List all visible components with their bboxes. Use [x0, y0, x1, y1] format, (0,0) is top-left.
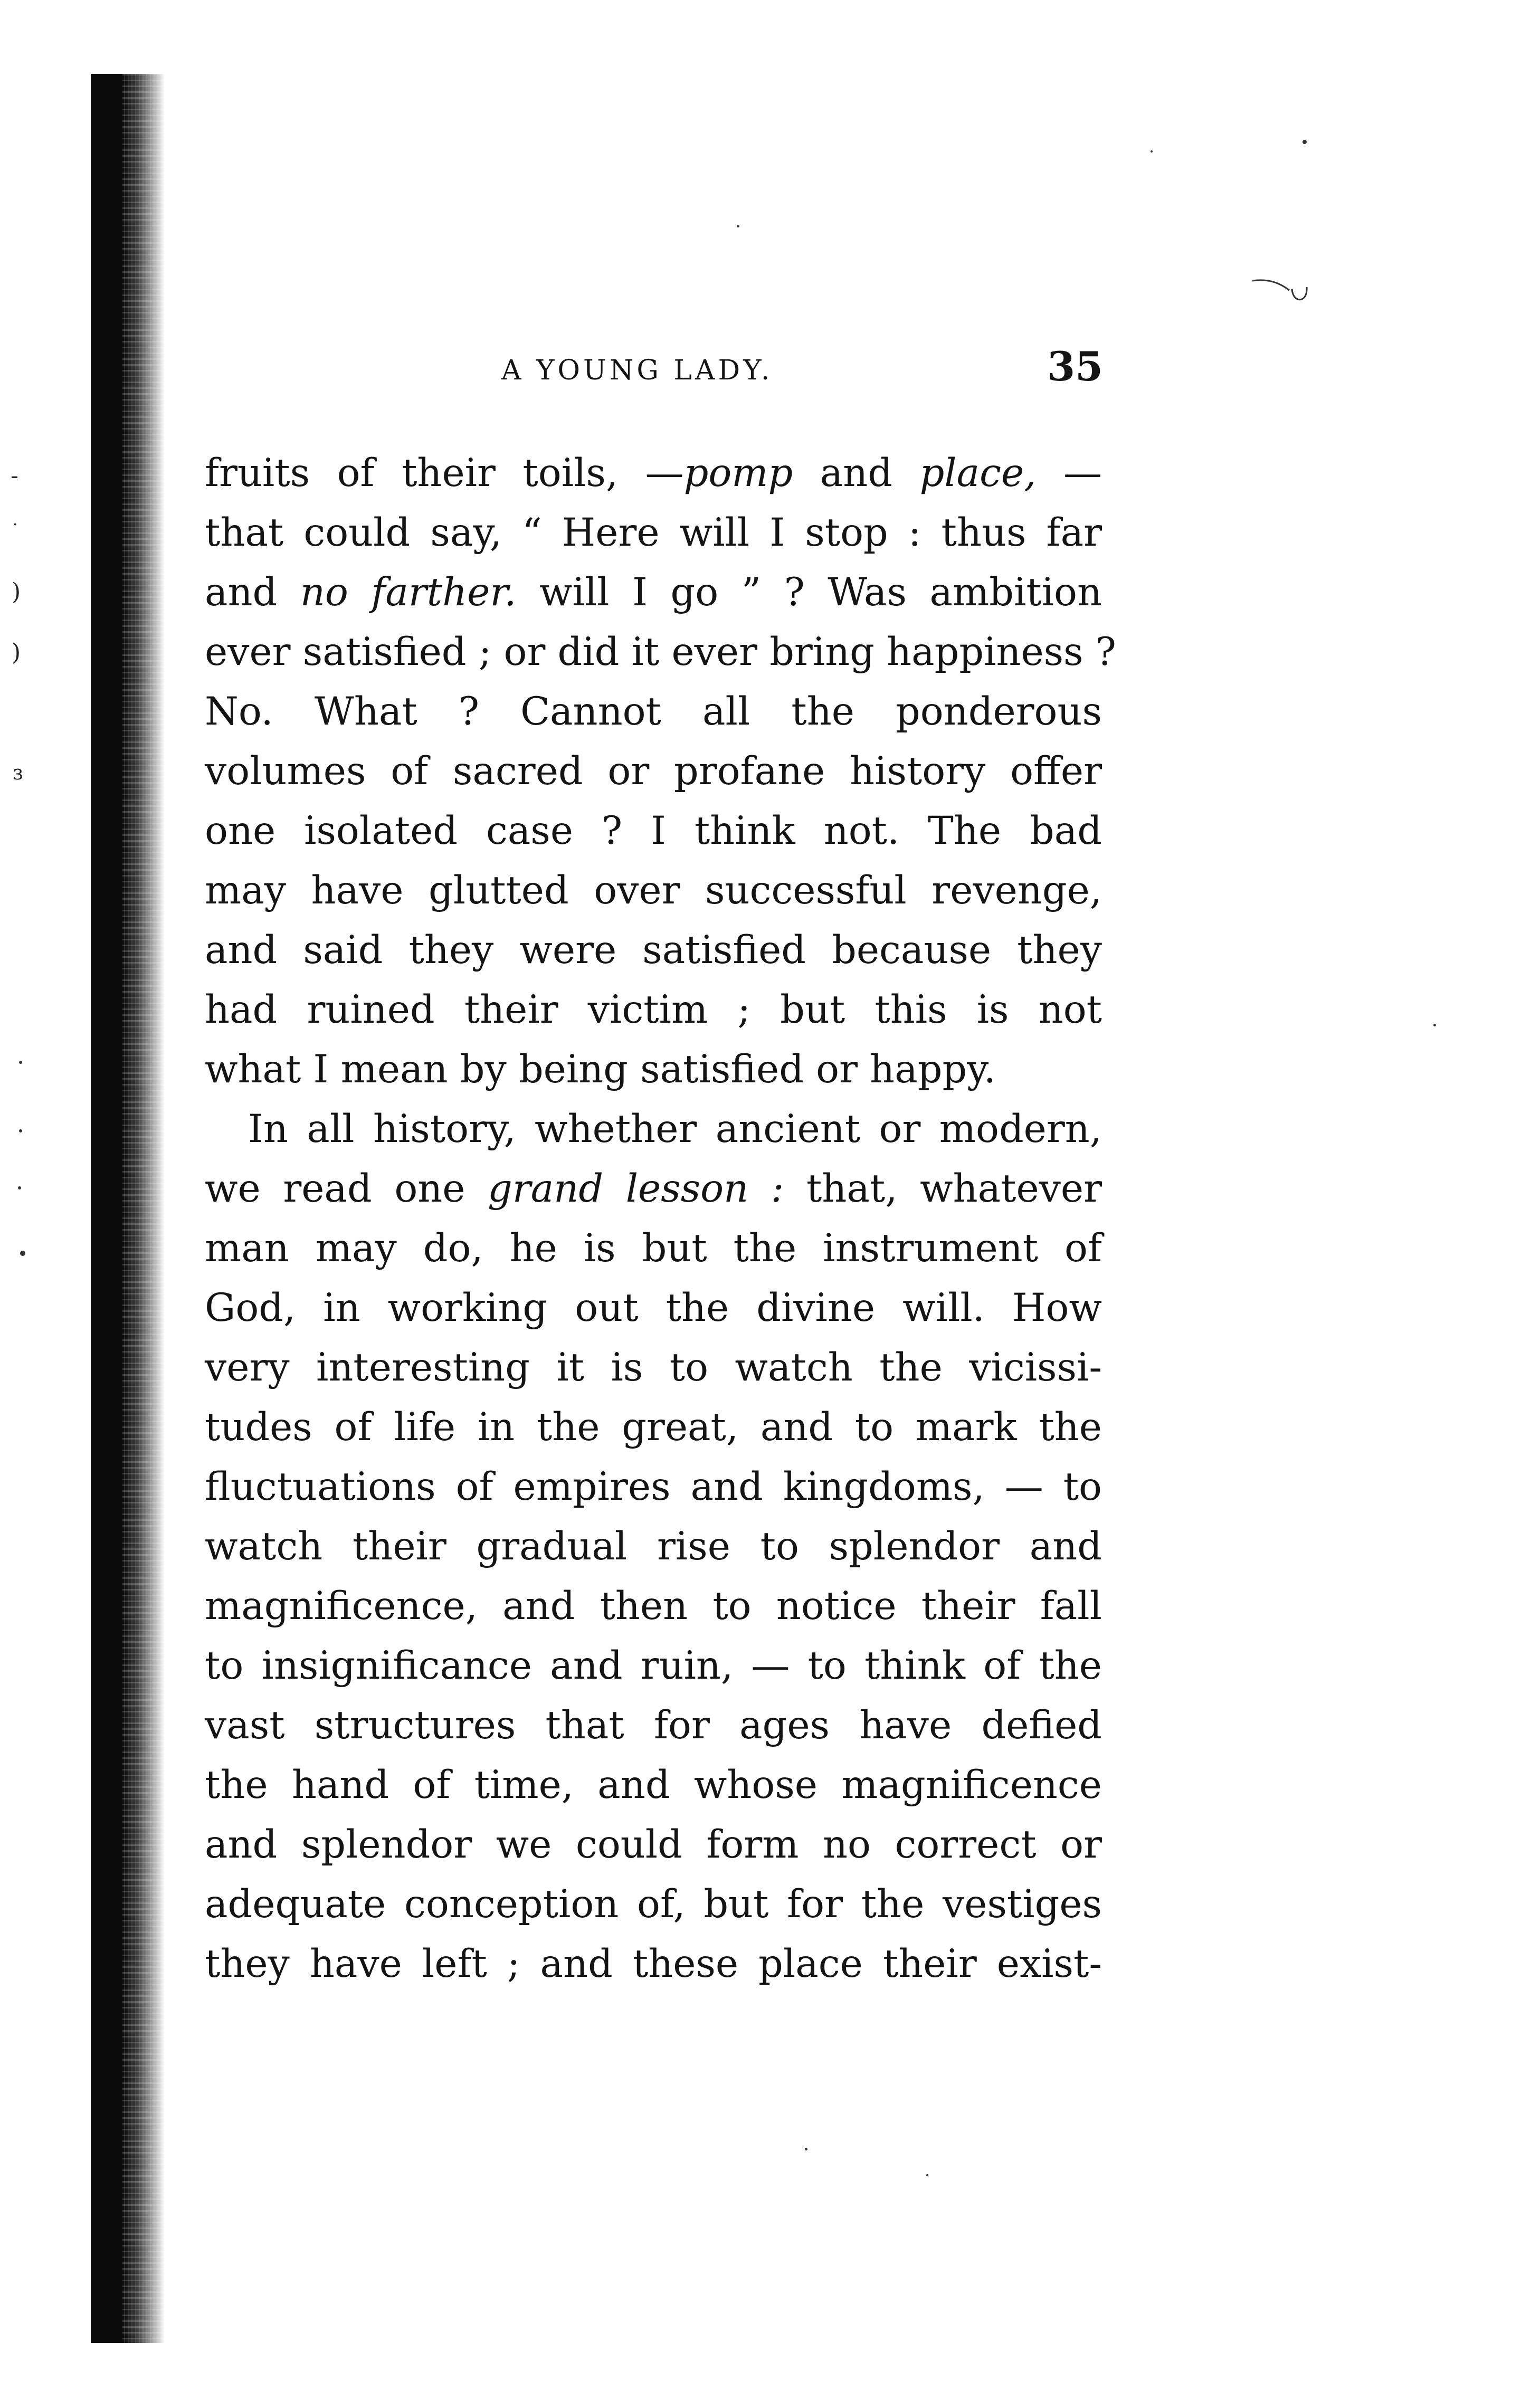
- margin-mark: ·: [13, 516, 18, 534]
- text-line: [205, 1457, 1102, 1517]
- text-run: watch their gradual rise to splendor and: [205, 1524, 1102, 1569]
- speck: [1303, 140, 1307, 144]
- text-line: [205, 443, 1102, 503]
- text-line: [205, 1517, 1102, 1576]
- speck: [805, 2148, 807, 2150]
- text-run: and: [205, 570, 300, 615]
- speck: [1151, 150, 1153, 153]
- text-run: —: [1036, 451, 1102, 496]
- text-run: had ruined their victim ; but this is not: [205, 987, 1102, 1032]
- text-run: tudes of life in the great, and to mark the: [205, 1405, 1102, 1450]
- text-line: [205, 1755, 1102, 1815]
- speck: [926, 2174, 928, 2176]
- text-line: [205, 1397, 1102, 1457]
- speck: [737, 225, 739, 227]
- speck: [1433, 1024, 1436, 1026]
- text-line: [205, 920, 1102, 980]
- text-run: one isolated case ? I think not. The bad: [205, 808, 1102, 853]
- text-line: [205, 1636, 1102, 1696]
- text-run: and said they were satisfied because they: [205, 928, 1102, 973]
- text-run: what I mean by being satisfied or happy.: [205, 1047, 996, 1092]
- text-line: [205, 1040, 1102, 1099]
- text-run: and: [793, 451, 920, 496]
- text-run: vast structures that for ages have defied: [205, 1703, 1102, 1748]
- text-line: [205, 1934, 1102, 1994]
- page-number: 35: [1047, 343, 1103, 390]
- margin-mark: ): [12, 639, 21, 666]
- text-line: [205, 741, 1102, 801]
- text-line: [205, 682, 1102, 741]
- speck: [18, 1186, 21, 1189]
- text-line: [205, 1576, 1102, 1636]
- text-line: [205, 1218, 1102, 1278]
- italic-phrase: pomp: [683, 451, 793, 496]
- text-line: [205, 622, 1116, 682]
- text-line: [205, 503, 1102, 563]
- text-line: [205, 1159, 1102, 1218]
- text-run: adequate conception of, but for the vestiges: [205, 1882, 1102, 1927]
- text-run: God, in working out the divine will. How: [205, 1286, 1102, 1330]
- text-run: very interesting it is to watch the vicissi-: [205, 1345, 1102, 1390]
- text-line: [205, 861, 1102, 920]
- text-line: [205, 980, 1102, 1040]
- margin-mark: ): [12, 578, 21, 605]
- text-run: we read one: [205, 1166, 488, 1211]
- text-run: and splendor we could form no correct or: [205, 1822, 1102, 1867]
- text-run: fluctuations of empires and kingdoms, — to: [205, 1464, 1102, 1509]
- speck: [19, 1129, 22, 1132]
- italic-phrase: no farther.: [300, 570, 517, 615]
- text-run: volumes of sacred or profane history offer: [205, 749, 1102, 794]
- margin-mark: -: [11, 462, 18, 489]
- running-head: A YOUNG LADY.: [501, 355, 773, 386]
- text-run: ever satisfied ; or did it ever bring happiness ?: [205, 630, 1116, 674]
- text-line: [205, 1278, 1102, 1338]
- text-line: [205, 1099, 1102, 1159]
- binding-edge-shadow: [91, 74, 122, 2343]
- text-run: fruits of their toils, —: [205, 451, 684, 496]
- text-line: [205, 1696, 1102, 1755]
- text-run: that could say, “ Here will I stop : thus far: [205, 510, 1102, 555]
- text-run: In all history, whether ancient or modern,: [248, 1107, 1102, 1151]
- italic-phrase: grand lesson :: [488, 1166, 784, 1211]
- text-run: may have glutted over successful revenge,: [205, 868, 1102, 913]
- text-line: [205, 1874, 1102, 1934]
- text-run: magnificence, and then to notice their fall: [205, 1584, 1102, 1629]
- speck: [19, 1061, 22, 1064]
- page-header: [206, 343, 1103, 396]
- body-text: [205, 443, 1116, 1994]
- text-run: man may do, he is but the instrument of: [205, 1226, 1102, 1271]
- text-run: they have left ; and these place their exist-: [205, 1941, 1102, 1986]
- text-run: No. What ? Cannot all the ponderous: [205, 689, 1102, 734]
- text-line: [205, 801, 1102, 861]
- text-run: the hand of time, and whose magnificence: [205, 1763, 1102, 1807]
- pencil-mark: [1250, 274, 1313, 311]
- text-run: will I go ” ? Was ambition: [516, 570, 1102, 615]
- text-run: that, whatever: [784, 1166, 1102, 1211]
- text-run: to insignificance and ruin, — to think of the: [205, 1643, 1102, 1688]
- margin-mark: ɜ: [13, 761, 23, 784]
- speck: [20, 1251, 25, 1256]
- italic-phrase: place,: [919, 451, 1037, 496]
- text-line: [205, 1338, 1102, 1397]
- text-line: [205, 1815, 1102, 1874]
- text-line: [205, 563, 1102, 622]
